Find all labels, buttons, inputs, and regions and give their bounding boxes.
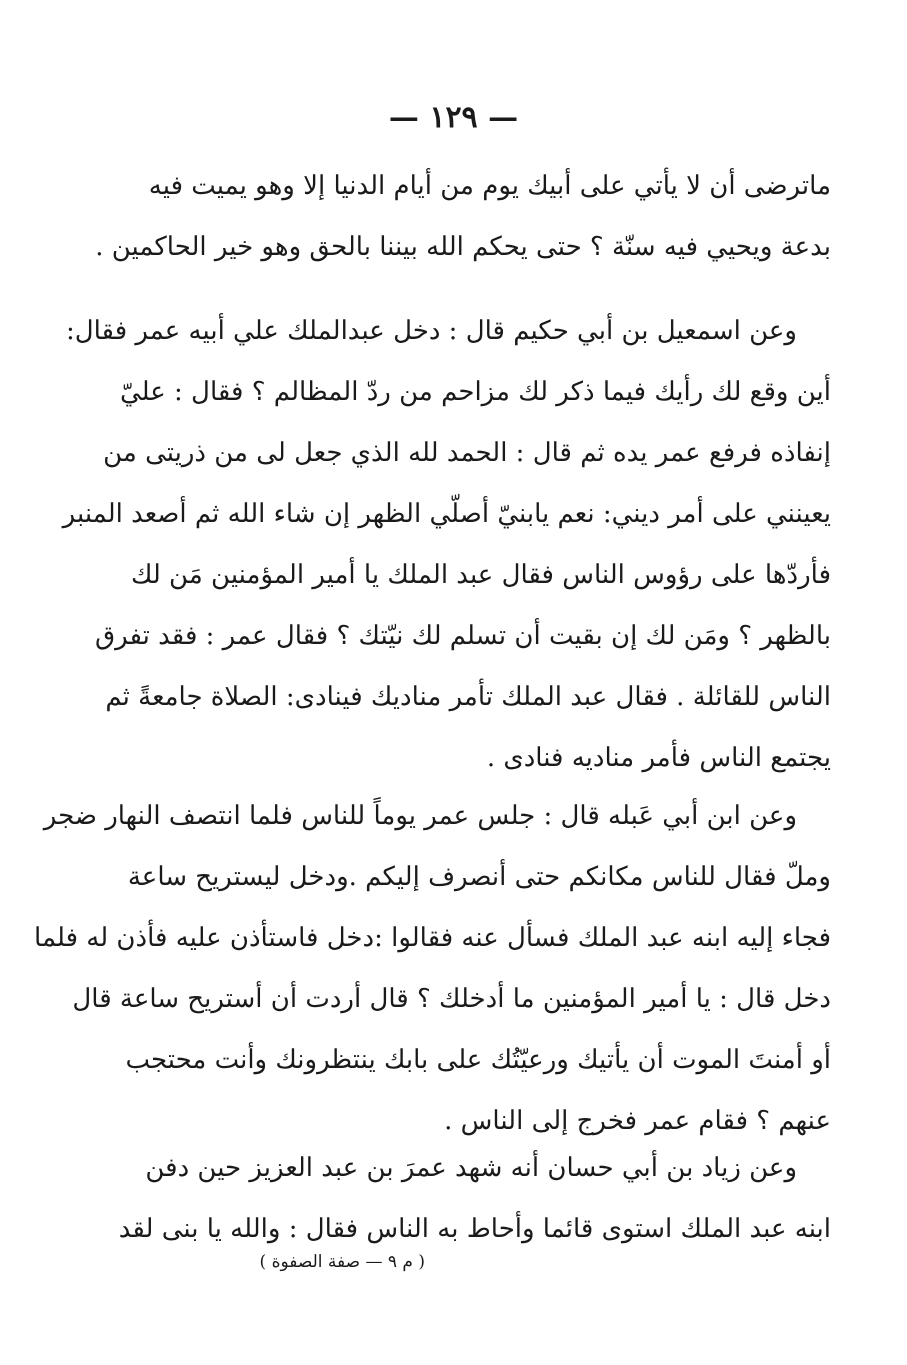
text-line: بدعة ويحيي فيه سنّة ؟ حتى يحكم الله بيننا بالحق وهو خير الحاكمين . [95,232,831,262]
text-line: إنفاذه فرفع عمر يده ثم قال : الحمد لله الذي جعل لى من ذريتى من [103,438,831,468]
text-line: بالظهر ؟ ومَن لك إن بقيت أن تسلم لك نيّتك ؟ فقال عمر : فقد تفرق [94,621,831,651]
page-number: — ١٢٩ — [388,100,519,135]
text-line: ابنه عبد الملك استوى قائما وأحاط به الناس فقال : والله يا بنى لقد [118,1214,831,1244]
text-line: الناس للقائلة . فقال عبد الملك تأمر مناديك فينادى: الصلاة جامعةً ثم [105,682,831,712]
text-line: وعن ابن أبي عَبله قال : جلس عمر يوماً للناس فلما انتصف النهار ضجر [43,801,797,831]
text-line: يعينني على أمر ديني: نعم يابنيّ أصلّي الظهر إن شاء الله ثم أصعد المنبر [62,499,831,529]
paragraph-1 [95,156,831,278]
paragraph-2 [62,301,831,789]
text-line: دخل قال : يا أمير المؤمنين ما أدخلك ؟ قال أردت أن أستريح ساعة قال [72,984,831,1014]
text-line: وملّ فقال للناس مكانكم حتى أنصرف إليكم .ودخل ليستريح ساعة [127,862,831,892]
text-line: أو أمنتَ الموت أن يأتيك ورعيّتُك على بابك ينتظرونك وأنت محتجب [125,1045,831,1075]
text-line: أين وقع لك رأيك فيما ذكر لك مزاحم من ردّ المظالم ؟ فقال : عليّ [119,377,831,407]
text-line: عنهم ؟ فقام عمر فخرج إلى الناس . [444,1106,831,1136]
text-line: يجتمع الناس فأمر مناديه فنادى . [486,743,831,773]
text-line: فجاء إليه ابنه عبد الملك فسأل عنه فقالوا :دخل فاستأذن عليه فأذن له فلما [34,923,831,953]
text-line: فأردّها على رؤوس الناس فقال عبد الملك يا أمير المؤمنين مَن لك [130,560,831,590]
footer-signature: ( م ٩ — صفة الصفوة ) [259,1252,425,1272]
text-line: وعن زياد بن أبي حسان أنه شهد عمرَ بن عبد العزيز حين دفن [145,1153,797,1183]
text-line: وعن اسمعيل بن أبي حكيم قال : دخل عبدالملك علي أبيه عمر فقال: [65,316,797,346]
paragraph-3 [34,786,831,1152]
text-line: ماترضى أن لا يأتي على أبيك يوم من أيام الدنيا إلا وهو يميت فيه [148,171,831,201]
paragraph-4 [118,1138,831,1260]
